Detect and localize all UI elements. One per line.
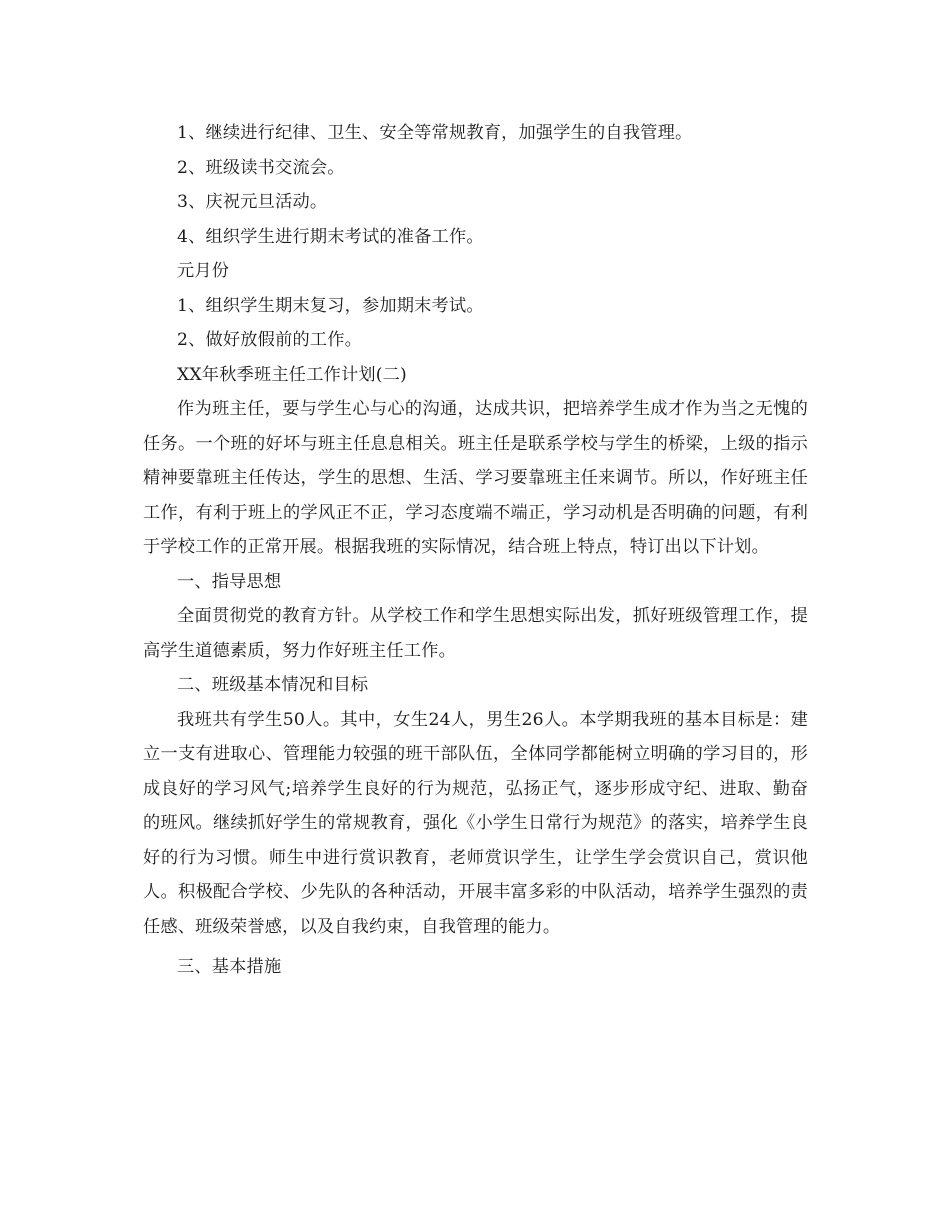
list-item: 2、做好放假前的工作。: [177, 330, 363, 350]
list-item: 3、庆祝元旦活动。: [177, 192, 328, 212]
list-item: 1、组织学生期末复习，参加期末考试。: [177, 295, 484, 316]
list-item: 1、继续进行纪律、卫生、安全等常规教育，加强学生的自我管理。: [177, 123, 693, 143]
month-heading: 元月份: [177, 261, 230, 281]
list-item: 2、班级读书交流会。: [177, 157, 345, 178]
plan-title: XX年秋季班主任工作计划(二): [177, 364, 407, 385]
section-2-heading: 二、班级基本情况和目标: [177, 675, 369, 695]
section-3-heading: 三、基本措施: [177, 957, 282, 977]
section-2-body: 我班共有学生50人。其中，女生24人，男生26人。本学期我班的基本目标是：建立一支有进取心、管理能力较强的班干部队伍，全体同学都能树立明确的学习目的，形成良好的学习风气;培养学生良好的行为规范，弘扬正气，逐步形成守纪、进取、勤奋的班风。继续抓好学生的常规教育，强化《小学生日常行为规范》的落实，培养学生良好的行为习惯。师生中进行赏识教育，老师赏识学生，让学生学会赏识自己，赏识他人。积极配合学校、少先队的各种活动，开展丰富多彩的中队活动，培养学生强烈的责任感、班级荣誉感，以及自我约束，自我管理的能力。: [143, 709, 808, 937]
list-item: 4、组织学生进行期末考试的准备工作。: [177, 226, 484, 247]
intro-paragraph: 作为班主任，要与学生心与心的沟通，达成共识，把培养学生成才作为当之无愧的任务。一个班的好坏与班主任息息相关。班主任是联系学校与学生的桥梁，上级的指示精神要靠班主任传达，学生的思想、生活、学习要靠班主任来调节。所以，作好班主任工作，有利于班上的学风正不正，学习态度端不端正，学习动机是否明确的问题，有利于学校工作的正常开展。根据我班的实际情况，结合班上特点，特订出以下计划。: [143, 399, 808, 557]
document-body: [143, 116, 808, 985]
section-1-body: 全面贯彻党的教育方针。从学校工作和学生思想实际出发，抓好班级管理工作，提高学生道德素质，努力作好班主任工作。: [143, 606, 808, 661]
section-1-heading: 一、指导思想: [177, 571, 282, 592]
